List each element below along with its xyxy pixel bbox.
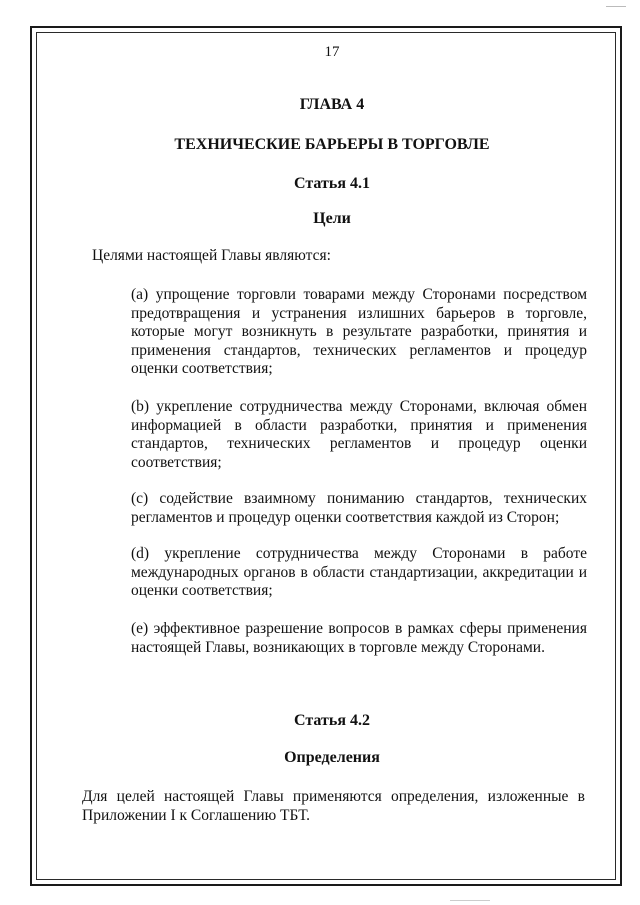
page-number: 17 bbox=[324, 44, 340, 60]
goal-item-e: (e) эффективное разрешение вопросов в рамках сферы применения настоящей Главы, возникающих в торговле между Сторонами. bbox=[131, 620, 587, 656]
goal-item-a: (a) упрощение торговли товарами между Сторонами посредством предотвращения и устранения излишних барьеров в торговле, которые могут возникнуть в результате разработки, принятия и применения стандартов, технических регламентов и процедур оценки соответствия; bbox=[131, 286, 587, 377]
goal-item-b: (b) укрепление сотрудничества между Сторонами, включая обмен информацией в области разработки, принятия и применения стандартов, технических регламентов и процедур оценки соответствия; bbox=[131, 398, 587, 471]
chapter-title: ТЕХНИЧЕСКИЕ БАРЬЕРЫ В ТОРГОВЛЕ bbox=[174, 136, 490, 153]
article-4-1-title: Цели bbox=[313, 210, 351, 227]
goals-intro: Целями настоящей Главы являются: bbox=[92, 247, 331, 264]
article-4-1-label: Статья 4.1 bbox=[294, 175, 370, 192]
goal-item-c: (c) содействие взаимному пониманию стандартов, технических регламентов и процедур оценки соответствия каждой из Сторон; bbox=[131, 490, 587, 526]
article-4-2-title: Определения bbox=[284, 749, 380, 766]
goal-item-d: (d) укрепление сотрудничества между Сторонами в работе международных органов в области стандартизации, аккредитации и оценки соответствия; bbox=[131, 545, 587, 599]
scan-artifact-bottom bbox=[450, 900, 490, 901]
article-4-2-label: Статья 4.2 bbox=[294, 712, 370, 729]
definitions-paragraph: Для целей настоящей Главы применяются определения, изложенные в Приложении I к Соглашению ТБТ. bbox=[82, 788, 585, 824]
scan-artifact-top bbox=[606, 6, 626, 7]
chapter-label: ГЛАВА 4 bbox=[299, 96, 365, 113]
